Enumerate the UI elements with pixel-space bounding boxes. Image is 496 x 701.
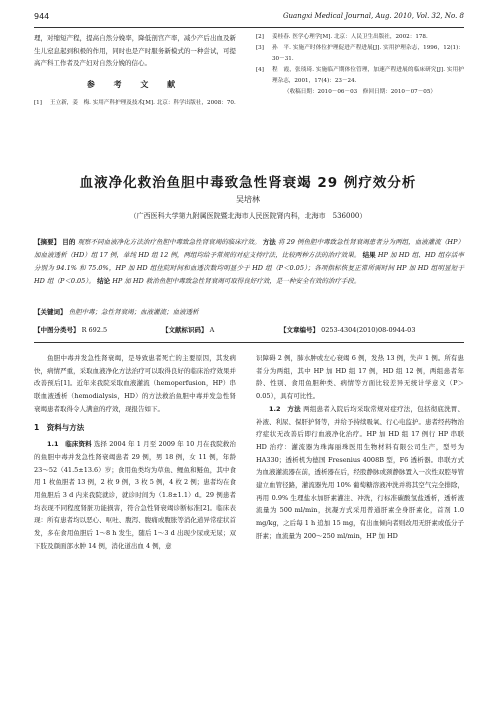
abstract-conclusion: HP 加 HD 救治鱼胆中毒致急性肾衰竭可取得良好疗效，是一种安全有效的治疗手段。 [112,277,361,285]
prev-article-tail: 理，对缩短产程，提高自然分娩率，降低剖宫产率，减少产后出血及新生儿窒息起到积极的作用，同时也是产时服务新模式的一种尝试，可提高产科工作者及产妇对自然分娩的信心。 [34,34,236,68]
article-affiliation: （广西医科大学第九附属医院暨北海市人民医院肾内科，北海市 536000） [129,212,367,220]
abstract-methods-label: 方法 [262,238,276,246]
body-right-column [256,352,464,543]
clinical-data-paragraph: 1.1 临床资料 选择 2004 年 1 月至 2009 年 10 月在我院救治的鱼胆中毒并发急性肾衰竭患者 29 例，男 18 例，女 11 例，年龄 23～52（41.5±13.6）岁；食用鱼类均为草鱼、鲤鱼和鲢鱼，其中食用 1 枚鱼胆者 13 例，2 枚 9 例，3 枚 5 例，4 枚 2 例；患者均在食用鱼胆后 3 d 内来我院就诊，就诊时间为（1.8±1.1）d。29 例患者均表现不同程度肾脏功能损害，符合急性肾衰竭诊断标准[2]。临床表现：所有患者均以恶心、呕吐、腹泻、腹痛或腹胀等消化道异常症状首发，多在食用鱼胆后 1～8 h 发生，随后 1～3 d 出现少尿或无尿；双下肢及颜面部水肿 14 例，消化道出血 4 例，意 [34,440,236,550]
intro-paragraph: 鱼胆中毒并发急性肾衰竭，是导致患者死亡的主要原因，其发病快，病情严重，采取血液净化方法治疗可以取得良好的临床治疗效果并改善预后[1]。近年来我院采取血液灌流（hemoperfusion，HP）串联血液透析（hemodialysis，HD）的方法救治鱼胆中毒并发急性肾衰竭患者取得令人满意的疗效，现报告如下。 [34,354,236,413]
journal-name: Guangxi Medical Journal, Aug. 2010, Vol. 32, No. 8 [282,12,464,20]
clinical-data-continued: 识障碍 2 例，肺水肿或左心衰竭 6 例，发热 13 例，失声 1 例。所有患者分为两组，其中 HP 加 HD 组 17 例，HD 组 12 例，两组患者年龄、性别、食用鱼胆种类、病情等方面比较差异无统计学意义（P＞0.05），具有可比性。 [256,354,464,401]
prev-article-left-column [34,32,236,109]
classification-line [34,325,464,334]
article-id: 【文章编号】 0253-4304(2010)08-0944-03 [280,326,416,334]
references-heading: 参 考 文 献 [86,79,184,89]
keywords-text: 鱼胆中毒；急性肾衰竭；血液灌流；血液透析 [68,308,199,316]
article-author: 吴培林 [236,195,260,204]
reference-item: [4] 程 霞，张琰琦. 实施临产期体位管理，加速产程进展的临床研究[J]. 实用护理杂志，2001，17(4)：23－24. [256,67,464,84]
body-left-column [34,352,236,553]
clc-number: 【中图分类号】 R 692.5 [34,326,108,334]
abstract-methods: 将 29 例鱼胆中毒致急性肾衰竭患者分为两组，血液灌流（HP）加血液透析（HD）组 17 例，单纯 HD 组 12 例，两组均给予常规的对症支持疗法，比较两种方法的治疗效果。 [34,238,465,259]
prev-article-right-column [256,32,464,98]
subsection-heading: 1.2 方法 [269,404,301,413]
abstract-rule [34,342,464,343]
article-title: 血液净化救治鱼胆中毒致急性肾衰竭 29 例疗效分析 [79,175,417,191]
abstract-objective-label: 目的 [62,238,76,246]
abstract-results-label: 结果 [362,251,376,259]
reference-item: [3] 孙 平. 实施产时体位护理促进产程进展[J]. 实用护理杂志，1996，12(1)：30－31. [256,45,464,62]
keywords-label: 【关键词】 [34,308,67,316]
page-number: 944 [34,12,50,21]
abstract [34,236,464,288]
running-header [34,10,464,24]
reference-item: [1] 王立新，姜 梅. 实用产科护理及技术[M]. 北京：科学出版社，2008：70. [34,100,236,107]
abstract-label: 【摘要】 [34,238,61,246]
abstract-results: HP 加 HD 组、HD 组存活率分别为 94.1% 和 75.0%，HP 加 HD 组住院时间和血透次数均明显少于 HD 组（P＜0.05）；各项指标恢复正常所需时间 HP 加 HD 组明显短于 HD 组（P＜0.05）。 [34,251,464,285]
keywords [34,307,464,316]
abstract-conclusion-label: 结论 [97,277,111,285]
subsection-heading: 1.1 临床资料 [47,440,92,449]
methods-paragraph: 1.2 方法 两组患者入院后均采取常规对症疗法，包括彻底洗胃、补液、利尿、保肝护肾等，并给予持续吸氧、行心电监护。患者经药物治疗症状无改善后即行血液净化治疗。HP 加 HD 组 17 例行 HP 串联 HD 治疗：灌流器为珠海丽珠医用生物材料有限公司生产，型号为 HA330；透析机为德国 Fresenius 4008B 型，F6 透析器。串联方式为血液灌流器在前，透析器在后，经股静脉或颈静脉置入一次性双腔导管建立血管径路，灌流器先用 10% 葡萄糖溶液冲洗并将其空气完全排除，再用 0.9% 生理盐水加肝素灌注、冲洗，行标准碳酸氢盐透析，透析液流量为 500 ml/min，抗凝方式采用普通肝素全身肝素化，首剂 1.0 mg/kg，之后每 1 h 追加 15 mg，有出血倾向者则改用无肝素或低分子肝素；血流量为 200～250 ml/min，HP 加 HD [256,404,464,540]
reference-item: [2] 姜桂春. 医学心理学[M]. 北京：人民卫生出版社，2002：178. [256,34,428,40]
document-code: 【文献标识码】 A [162,326,215,334]
section-heading: 1 资料与方法 [34,422,85,432]
header-rule [34,27,464,28]
received-dates: （收稿日期：2010－06－03 修回日期：2010－07－05） [283,89,437,95]
abstract-objective: 观察不同血液净化方法治疗鱼胆中毒致急性肾衰竭的临床疗效。 [77,238,261,246]
